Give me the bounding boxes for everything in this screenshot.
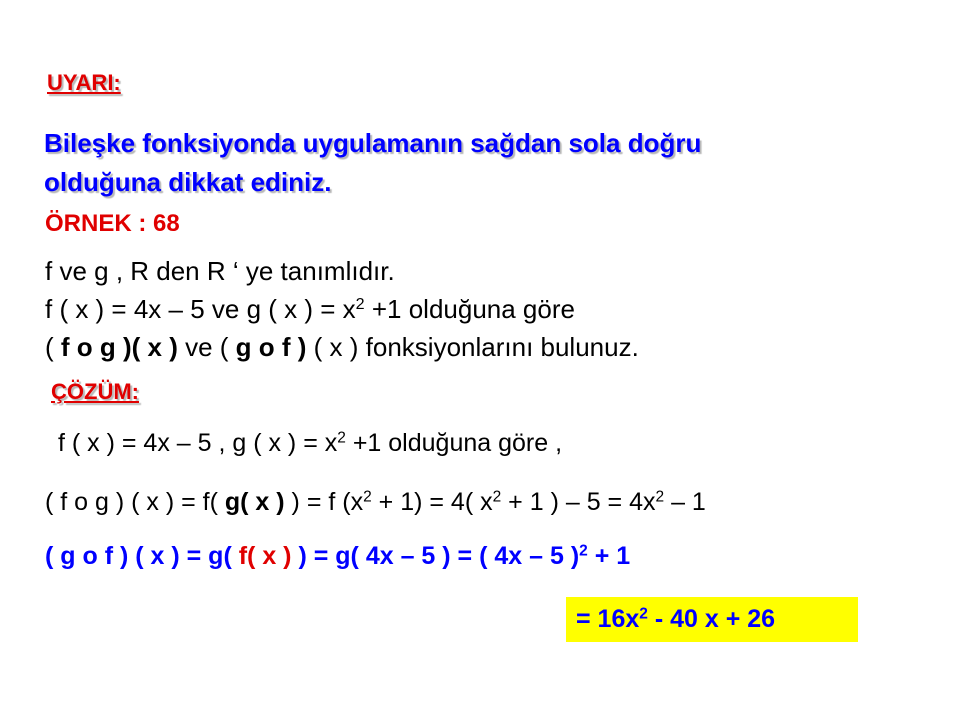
example-line-2-exponent: 2 (355, 295, 365, 314)
fog-inner-g: g( x ) (224, 488, 285, 516)
example-line-2-part-1: f ( x ) = 4x – 5 ve g ( x ) = x (45, 294, 356, 324)
fog-part-3: + 1) = 4( x (371, 488, 493, 516)
result-box (566, 597, 858, 642)
solution-given-part-2: +1 olduğuna göre , (345, 429, 563, 457)
warning-heading: UYARI: (47, 70, 121, 95)
result-exponent: 2 (639, 605, 648, 623)
fog-part-1: ( f o g ) ( x ) = f( (45, 488, 225, 516)
example-line-1: f ve g , R den R ‘ ye tanımlıdır. (45, 256, 395, 286)
solution-gof-line (45, 542, 630, 571)
fog-part-2: ) = f (x (284, 488, 364, 516)
solution-given (58, 429, 562, 458)
example-line-3-part-2: ve ( (177, 332, 236, 362)
warning-line-2: olduğuna dikkat ediniz. (44, 167, 332, 197)
fog-part-5: – 1 (664, 488, 706, 516)
result-part-2: - 40 x + 26 (647, 605, 776, 633)
example-line-3-part-3: ( x ) fonksiyonlarını bulunuz. (306, 332, 639, 362)
gof-part-1: ( g o f ) ( x ) = g( (45, 542, 239, 570)
fog-part-4: + 1 ) – 5 = 4x (501, 488, 656, 516)
example-line-2 (45, 294, 575, 325)
example-line-3-part-1: ( (45, 332, 61, 362)
fog-exponent-1: 2 (363, 488, 372, 506)
example-fog-expression: f o g )( x ) (60, 332, 178, 362)
fog-exponent-2: 2 (492, 488, 502, 506)
solution-fog-line (45, 488, 706, 517)
fog-exponent-3: 2 (655, 488, 665, 506)
example-gof-expression: g o f ) (235, 332, 307, 362)
solution-given-part-1: f ( x ) = 4x – 5 , g ( x ) = x (58, 429, 338, 457)
gof-part-3: + 1 (587, 542, 631, 570)
solution-given-exponent: 2 (337, 429, 346, 447)
example-line-2-part-2: +1 olduğuna göre (364, 294, 575, 324)
gof-part-2: ) = g( 4x – 5 ) = ( 4x – 5 ) (291, 542, 580, 570)
solution-heading: ÇÖZÜM: (51, 379, 139, 404)
warning-line-1: Bileşke fonksiyonda uygulamanın sağdan sola doğru (44, 128, 702, 158)
gof-exponent: 2 (579, 542, 588, 560)
example-line-3 (45, 332, 639, 363)
gof-inner-f: f( x ) (238, 542, 292, 570)
example-label: ÖRNEK : 68 (45, 210, 180, 237)
result-part-1: = 16x (576, 605, 640, 633)
